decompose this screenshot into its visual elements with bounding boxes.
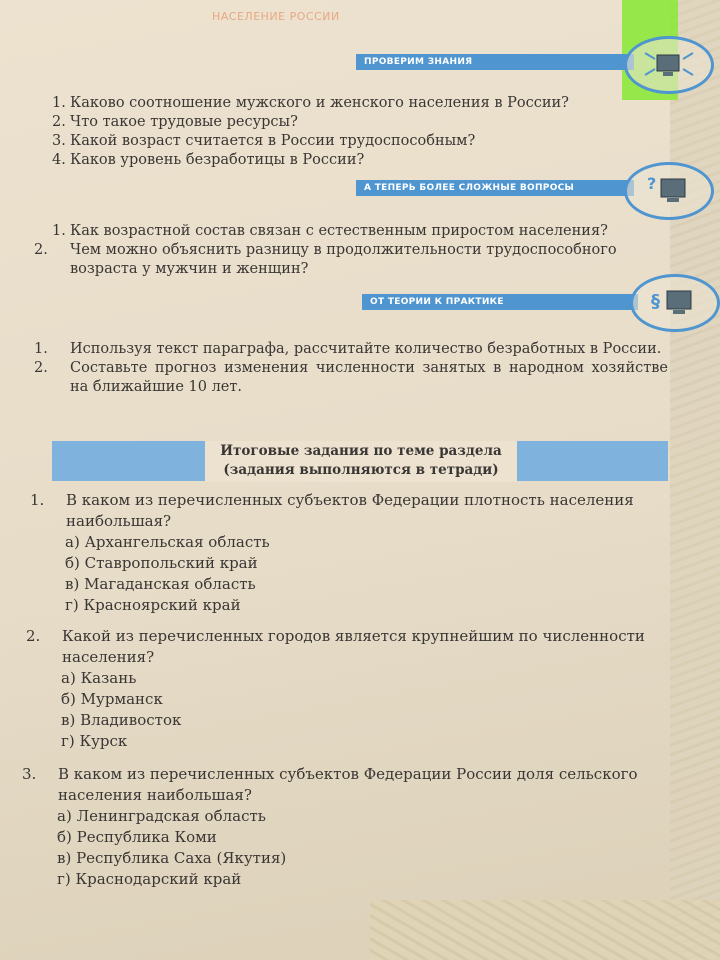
section-band-theory-practice xyxy=(362,294,638,310)
final-tasks-title-line-2: (задания выполняются в тетради) xyxy=(223,462,499,478)
question-item: 1. Как возрастной состав связан с естественным приростом населения? xyxy=(52,223,608,239)
final-tasks-title xyxy=(205,441,517,482)
computer-arrows-icon xyxy=(624,36,714,94)
running-head: НАСЕЛЕНИЕ РОССИИ xyxy=(212,10,340,23)
section-2-questions xyxy=(34,222,672,279)
answer-option: г) Курск xyxy=(61,732,128,750)
section-computer-icon xyxy=(630,274,720,332)
final-question-2: 2. Какой из перечисленных городов является крупнейшим по численности населения? а) Казань б) Мурманск в) Владивосток г) Курск xyxy=(44,626,684,752)
answer-option: г) Краснодарский край xyxy=(57,870,242,888)
section-1-questions xyxy=(52,94,652,170)
answer-option: б) Ставропольский край xyxy=(65,554,258,572)
answer-option: а) Казань xyxy=(61,669,137,687)
section-band-harder-questions xyxy=(356,180,634,196)
final-question-1: 1. В каком из перечисленных субъектов Федерации плотность населения наибольшая? а) Архангельская область б) Ставропольский край в) Магаданская область г) Красноярский край xyxy=(48,490,684,616)
answer-option: б) Мурманск xyxy=(61,690,163,708)
section-band-check-knowledge xyxy=(356,54,634,70)
section-3-questions xyxy=(34,340,668,397)
question-item: 3. Какой возраст считается в России трудоспособным? xyxy=(52,133,476,149)
section-title: А ТЕПЕРЬ БОЛЕЕ СЛОЖНЫЕ ВОПРОСЫ xyxy=(364,183,575,193)
question-item: 2. Чем можно объяснить разницу в продолжительности трудоспособного возраста у мужчин и женщин? xyxy=(34,242,617,277)
svg-text:?: ? xyxy=(647,174,657,193)
answer-option: в) Владивосток xyxy=(61,711,182,729)
question-item: 2. Что такое трудовые ресурсы? xyxy=(52,114,298,130)
answer-option: а) Ленинградская область xyxy=(57,807,266,825)
final-tasks-title-line-1: Итоговые задания по теме раздела xyxy=(220,443,502,459)
section-title: ПРОВЕРИМ ЗНАНИЯ xyxy=(364,57,473,67)
answer-option: в) Республика Саха (Якутия) xyxy=(57,849,287,867)
answer-option: а) Архангельская область xyxy=(65,533,270,551)
section-title: ОТ ТЕОРИИ К ПРАКТИКЕ xyxy=(370,297,504,307)
question-computer-icon xyxy=(624,162,714,220)
question-item: 4. Каков уровень безработицы в России? xyxy=(52,152,365,168)
answer-option: б) Республика Коми xyxy=(57,828,217,846)
final-question-3: 3. В каком из перечисленных субъектов Федерации России доля сельского населения наибольшая? а) Ленинградская область б) Республика Коми в) Республика Саха (Якутия) г) Краснодарский край xyxy=(40,764,680,890)
question-item: 1. Используя текст параграфа, рассчитайте количество безработных в России. xyxy=(34,341,662,357)
answer-option: в) Магаданская область xyxy=(65,575,256,593)
page-corner-map xyxy=(370,900,720,960)
answer-option: г) Красноярский край xyxy=(65,596,241,614)
question-item: 2. Составьте прогноз изменения численности занятых в народном хозяйстве на ближайшие 10 лет. xyxy=(34,360,668,395)
question-item: 1. Каково соотношение мужского и женского населения в России? xyxy=(52,95,569,111)
svg-text:§: § xyxy=(651,291,660,312)
